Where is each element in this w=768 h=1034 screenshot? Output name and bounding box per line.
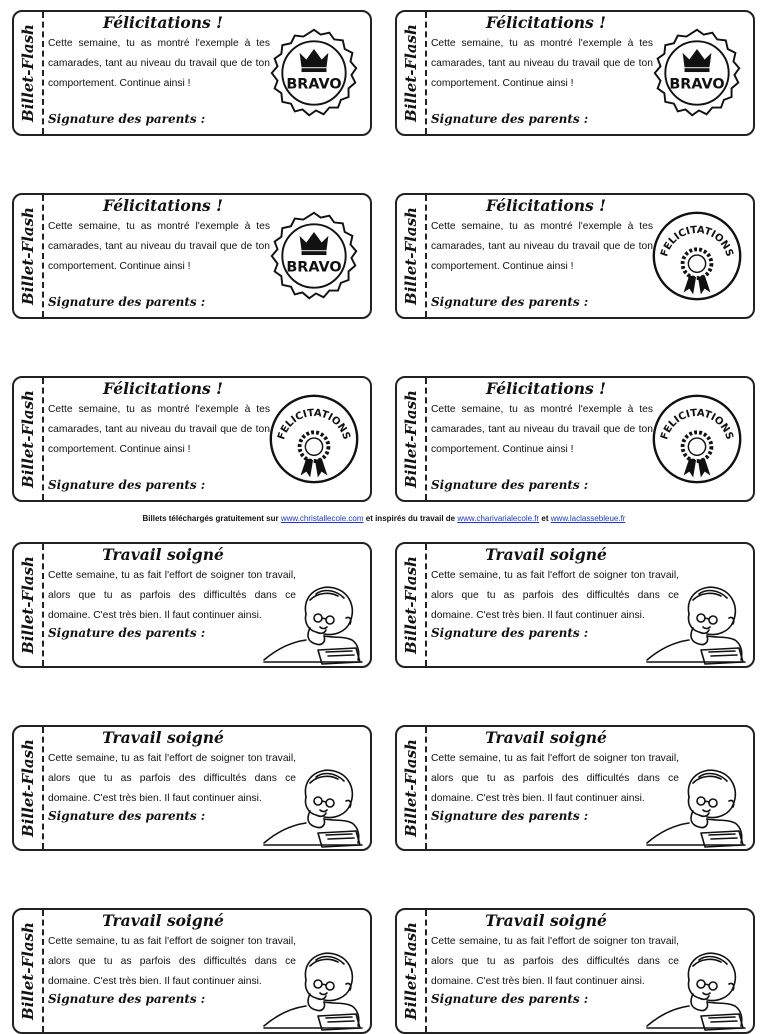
ticket-stub — [14, 910, 44, 1032]
ticket-travail-2 — [395, 542, 755, 668]
signature-label: Signature des parents : — [431, 626, 589, 640]
footer-and: et — [541, 514, 549, 523]
ticket-travail-5 — [12, 908, 372, 1034]
signature-label: Signature des parents : — [431, 809, 589, 823]
badge-text: FELICITATIONS — [659, 407, 735, 442]
child-writing-icon — [260, 761, 364, 849]
ticket-title: Travail soigné — [102, 545, 224, 564]
stub-label: Billet-Flash — [19, 922, 37, 1020]
ticket-title: Félicitations ! — [486, 196, 606, 215]
ticket-felicitations-6 — [395, 376, 755, 502]
ticket-stub — [397, 544, 427, 666]
link-charivarialecole[interactable]: www.charivarialecole.fr — [457, 514, 540, 523]
footer-credits — [0, 514, 768, 523]
ticket-felicitations-3 — [12, 193, 372, 319]
ticket-stub — [397, 378, 427, 500]
signature-label: Signature des parents : — [48, 809, 206, 823]
stub-label: Billet-Flash — [19, 739, 37, 837]
ticket-felicitations-2 — [395, 10, 755, 136]
bravo-badge-icon — [649, 25, 745, 121]
badge-text: FELICITATIONS — [276, 407, 352, 442]
ticket-stub — [397, 910, 427, 1032]
stub-label: Billet-Flash — [402, 390, 420, 488]
ticket-stub — [14, 378, 44, 500]
signature-label: Signature des parents : — [431, 478, 589, 492]
bravo-badge-icon — [266, 25, 362, 121]
ticket-text: Cette semaine, tu as montré l'exemple à tes camarades, tant au niveau du travail que de ton comportement. Continue ainsi ! — [431, 404, 653, 455]
stub-label: Billet-Flash — [19, 24, 37, 122]
ticket-title: Travail soigné — [102, 728, 224, 747]
ticket-text: Cette semaine, tu as montré l'exemple à tes camarades, tant au niveau du travail que de ton comportement. Continue ainsi ! — [48, 38, 270, 89]
child-writing-icon — [260, 944, 364, 1032]
signature-label: Signature des parents : — [48, 478, 206, 492]
ticket-felicitations-4 — [395, 193, 755, 319]
ticket-travail-3 — [12, 725, 372, 851]
ticket-title: Félicitations ! — [103, 379, 223, 398]
ticket-stub — [14, 727, 44, 849]
ticket-text: Cette semaine, tu as montré l'exemple à tes camarades, tant au niveau du travail que de ton comportement. Continue ainsi ! — [48, 404, 270, 455]
bravo-badge-icon — [266, 208, 362, 304]
ticket-title: Travail soigné — [102, 911, 224, 930]
child-writing-icon — [260, 578, 364, 666]
signature-label: Signature des parents : — [48, 295, 206, 309]
ticket-travail-4 — [395, 725, 755, 851]
ticket-title: Travail soigné — [485, 728, 607, 747]
ticket-text: Cette semaine, tu as fait l'effort de soigner ton travail, alors que tu as parfois des difficultés dans ce domaine. C'est très bien. Il faut continuer ainsi. — [48, 936, 296, 987]
ticket-title: Travail soigné — [485, 545, 607, 564]
stub-label: Billet-Flash — [402, 739, 420, 837]
rosette-badge-icon — [649, 391, 745, 487]
ticket-text: Cette semaine, tu as montré l'exemple à tes camarades, tant au niveau du travail que de ton comportement. Continue ainsi ! — [48, 221, 270, 272]
signature-label: Signature des parents : — [48, 112, 206, 126]
badge-text: BRAVO — [286, 76, 342, 93]
stub-label: Billet-Flash — [402, 922, 420, 1020]
ticket-stub — [14, 12, 44, 134]
badge-text: BRAVO — [286, 259, 342, 276]
footer-middle: et inspirés du travail de — [365, 514, 456, 523]
ticket-title: Félicitations ! — [103, 196, 223, 215]
ticket-title: Félicitations ! — [103, 13, 223, 32]
ticket-stub — [14, 195, 44, 317]
ticket-felicitations-1 — [12, 10, 372, 136]
ticket-text: Cette semaine, tu as fait l'effort de soigner ton travail, alors que tu as parfois des difficultés dans ce domaine. C'est très bien. Il faut continuer ainsi. — [431, 570, 679, 621]
stub-label: Billet-Flash — [19, 556, 37, 654]
rosette-badge-icon — [649, 208, 745, 304]
ticket-text: Cette semaine, tu as fait l'effort de soigner ton travail, alors que tu as parfois des difficultés dans ce domaine. C'est très bien. Il faut continuer ainsi. — [48, 753, 296, 804]
ticket-text: Cette semaine, tu as fait l'effort de soigner ton travail, alors que tu as parfois des difficultés dans ce domaine. C'est très bien. Il faut continuer ainsi. — [431, 936, 679, 987]
signature-label: Signature des parents : — [48, 626, 206, 640]
ticket-stub — [397, 195, 427, 317]
signature-label: Signature des parents : — [431, 112, 589, 126]
ticket-travail-1 — [12, 542, 372, 668]
signature-label: Signature des parents : — [431, 992, 589, 1006]
link-laclassebleue[interactable]: www.laclassebleue.fr — [550, 514, 626, 523]
ticket-stub — [397, 727, 427, 849]
stub-label: Billet-Flash — [402, 207, 420, 305]
ticket-travail-6 — [395, 908, 755, 1034]
stub-label: Billet-Flash — [402, 24, 420, 122]
ticket-felicitations-5 — [12, 376, 372, 502]
link-christallecole[interactable]: www.christallecole.com — [280, 514, 364, 523]
ticket-stub — [14, 544, 44, 666]
ticket-text: Cette semaine, tu as montré l'exemple à tes camarades, tant au niveau du travail que de ton comportement. Continue ainsi ! — [431, 38, 653, 89]
signature-label: Signature des parents : — [48, 992, 206, 1006]
signature-label: Signature des parents : — [431, 295, 589, 309]
ticket-text: Cette semaine, tu as fait l'effort de soigner ton travail, alors que tu as parfois des difficultés dans ce domaine. C'est très bien. Il faut continuer ainsi. — [431, 753, 679, 804]
badge-text: FELICITATIONS — [659, 224, 735, 259]
ticket-title: Travail soigné — [485, 911, 607, 930]
child-writing-icon — [643, 761, 747, 849]
ticket-title: Félicitations ! — [486, 379, 606, 398]
child-writing-icon — [643, 944, 747, 1032]
rosette-badge-icon — [266, 391, 362, 487]
stub-label: Billet-Flash — [402, 556, 420, 654]
stub-label: Billet-Flash — [19, 207, 37, 305]
child-writing-icon — [643, 578, 747, 666]
stub-label: Billet-Flash — [19, 390, 37, 488]
ticket-title: Félicitations ! — [486, 13, 606, 32]
ticket-stub — [397, 12, 427, 134]
badge-text: BRAVO — [669, 76, 725, 93]
ticket-text: Cette semaine, tu as montré l'exemple à tes camarades, tant au niveau du travail que de ton comportement. Continue ainsi ! — [431, 221, 653, 272]
footer-prefix: Billets téléchargés gratuitement sur — [142, 514, 279, 523]
ticket-text: Cette semaine, tu as fait l'effort de soigner ton travail, alors que tu as parfois des difficultés dans ce domaine. C'est très bien. Il faut continuer ainsi. — [48, 570, 296, 621]
